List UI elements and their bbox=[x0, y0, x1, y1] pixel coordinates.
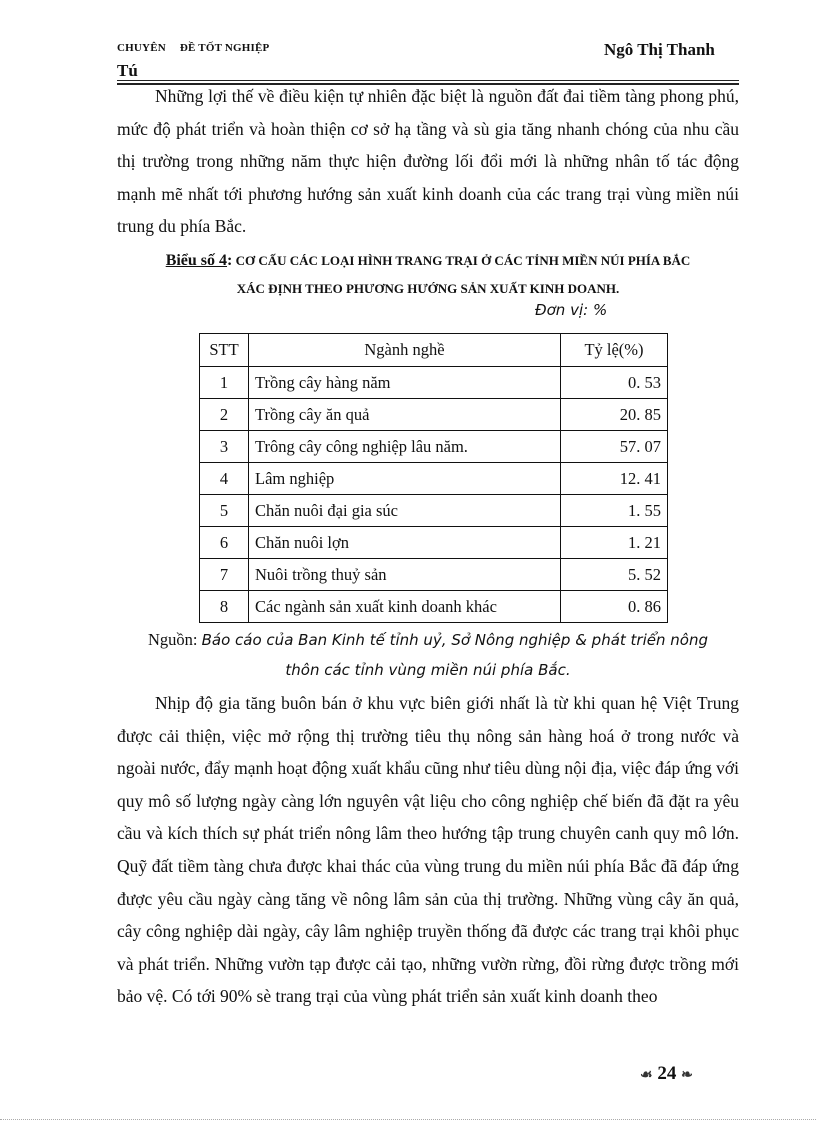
column-header-sector: Ngành nghề bbox=[249, 334, 561, 367]
source-text-line-1: Báo cáo của Ban Kinh tế tỉnh uỷ, Sở Nông nghiệp & phát triển nông bbox=[201, 631, 708, 649]
cell-sector: Lâm nghiệp bbox=[249, 463, 561, 495]
cell-ratio: 57. 07 bbox=[561, 431, 668, 463]
table-row bbox=[200, 495, 668, 527]
table-row bbox=[200, 591, 668, 623]
table-row bbox=[200, 399, 668, 431]
chart-title-line-1: CƠ CẤU CÁC LOẠI HÌNH TRANG TRẠI Ở CÁC TỈNH MIỀN NÚI PHÍA BẮC bbox=[235, 253, 691, 268]
cell-ratio: 5. 52 bbox=[561, 559, 668, 591]
source-note bbox=[117, 625, 739, 685]
paragraph-2: Nhịp độ gia tăng buôn bán ở khu vực biên giới nhất là từ khi quan hệ Việt Trung được cải thiện, việc mở rộng thị trường tiêu thụ nông sản hàng hoá ở trong nước và ngoài nước, đẩy mạnh hoạt động xuất khẩu cũng như tiêu dùng nội địa, việc đáp ứng với quy mô số lượng ngày càng lớn nguyên vật liệu cho công nghiệp chế biến đã đặt ra yêu cầu và kích thích sự phát triển nông lâm theo hướng tập trung chuyên canh quy mô lớn. Quỹ đất tiềm tàng chưa được khai thác của vùng trung du miền núi phía Bắc đã đáp ứng được yêu cầu ngày càng tăng về nông lâm sản của thị trường. Những vùng cây ăn quả, cây công nghiệp dài ngày, cây lâm nghiệp truyền thống đã được các trang trại khôi phục và phát triển. Những vườn tạp được cải tạo, những vườn rừng, đồi rừng được trồng mới bảo vệ. Có tới 90% sè trang trại của vùng phát triển sản xuất kinh doanh theo bbox=[117, 693, 739, 1007]
cell-stt: 2 bbox=[200, 399, 249, 431]
cell-ratio: 1. 55 bbox=[561, 495, 668, 527]
source-text-line-2: thôn các tỉnh vùng miền núi phía Bắc. bbox=[285, 661, 571, 679]
author-name: Ngô Thị Thanh bbox=[604, 40, 715, 59]
cell-sector: Nuôi trồng thuỷ sản bbox=[249, 559, 561, 591]
cell-sector: Chăn nuôi lợn bbox=[249, 527, 561, 559]
cell-stt: 6 bbox=[200, 527, 249, 559]
chart-caption: Biểu số 4: CƠ CẤU CÁC LOẠI HÌNH TRANG TRẠI Ở CÁC TỈNH MIỀN NÚI PHÍA BẮC XÁC ĐỊNH THEO PHƯƠNG HƯỚNG SẢN XUẤT KINH DOANH. bbox=[165, 252, 691, 296]
paragraph-1: Những lợi thế về điều kiện tự nhiên đặc biệt là nguồn đất đai tiềm tàng phong phú, mức độ phát triển và hoàn thiện cơ sở hạ tầng và sù gia tăng nhanh chóng của nhu cầu thị trường trong những năm thực hiện đường lối đổi mới là những nhân tố tác động mạnh mẽ nhất tới phương hướng sản xuất kinh doanh của các trang trại vùng miền núi trung du phía Bắc. bbox=[117, 86, 739, 237]
cell-stt: 5 bbox=[200, 495, 249, 527]
page-footer bbox=[640, 1063, 693, 1085]
table-header-row bbox=[200, 334, 668, 367]
cell-stt: 7 bbox=[200, 559, 249, 591]
cell-sector: Các ngành sản xuất kinh doanh khác bbox=[249, 591, 561, 623]
table-row bbox=[200, 431, 668, 463]
ornament-right-icon: ❧ bbox=[681, 1068, 693, 1083]
cell-ratio: 0. 53 bbox=[561, 367, 668, 399]
chart-title-line-2: XÁC ĐỊNH THEO PHƯƠNG HƯỚNG SẢN XUẤT KINH DOANH. bbox=[236, 281, 620, 296]
cell-stt: 4 bbox=[200, 463, 249, 495]
table-row bbox=[200, 463, 668, 495]
cell-sector: Trông cây công nghiệp lâu năm. bbox=[249, 431, 561, 463]
column-header-ratio: Tỷ lệ(%) bbox=[561, 334, 668, 367]
page-number: 24 bbox=[657, 1063, 677, 1084]
cell-stt: 8 bbox=[200, 591, 249, 623]
header-left-label: CHUYÊN ĐỀ TỐT NGHIỆP bbox=[117, 42, 270, 54]
author-name-continued: Tú bbox=[117, 61, 138, 80]
column-header-stt: STT bbox=[200, 334, 249, 367]
cell-ratio: 1. 21 bbox=[561, 527, 668, 559]
cell-sector: Trồng cây hàng năm bbox=[249, 367, 561, 399]
table-row bbox=[200, 559, 668, 591]
cell-stt: 1 bbox=[200, 367, 249, 399]
unit-label: Đơn vị: % bbox=[535, 301, 608, 319]
source-label: Nguồn: bbox=[148, 630, 198, 649]
data-table bbox=[199, 333, 668, 623]
ornament-left-icon: ☙ bbox=[640, 1068, 653, 1083]
page-bottom-edge bbox=[0, 1119, 816, 1120]
cell-sector: Chăn nuôi đại gia súc bbox=[249, 495, 561, 527]
chart-label: Biểu số 4 bbox=[165, 252, 228, 269]
cell-ratio: 12. 41 bbox=[561, 463, 668, 495]
table-row bbox=[200, 527, 668, 559]
cell-sector: Trồng cây ăn quả bbox=[249, 399, 561, 431]
cell-ratio: 20. 85 bbox=[561, 399, 668, 431]
cell-stt: 3 bbox=[200, 431, 249, 463]
table-row bbox=[200, 367, 668, 399]
cell-ratio: 0. 86 bbox=[561, 591, 668, 623]
